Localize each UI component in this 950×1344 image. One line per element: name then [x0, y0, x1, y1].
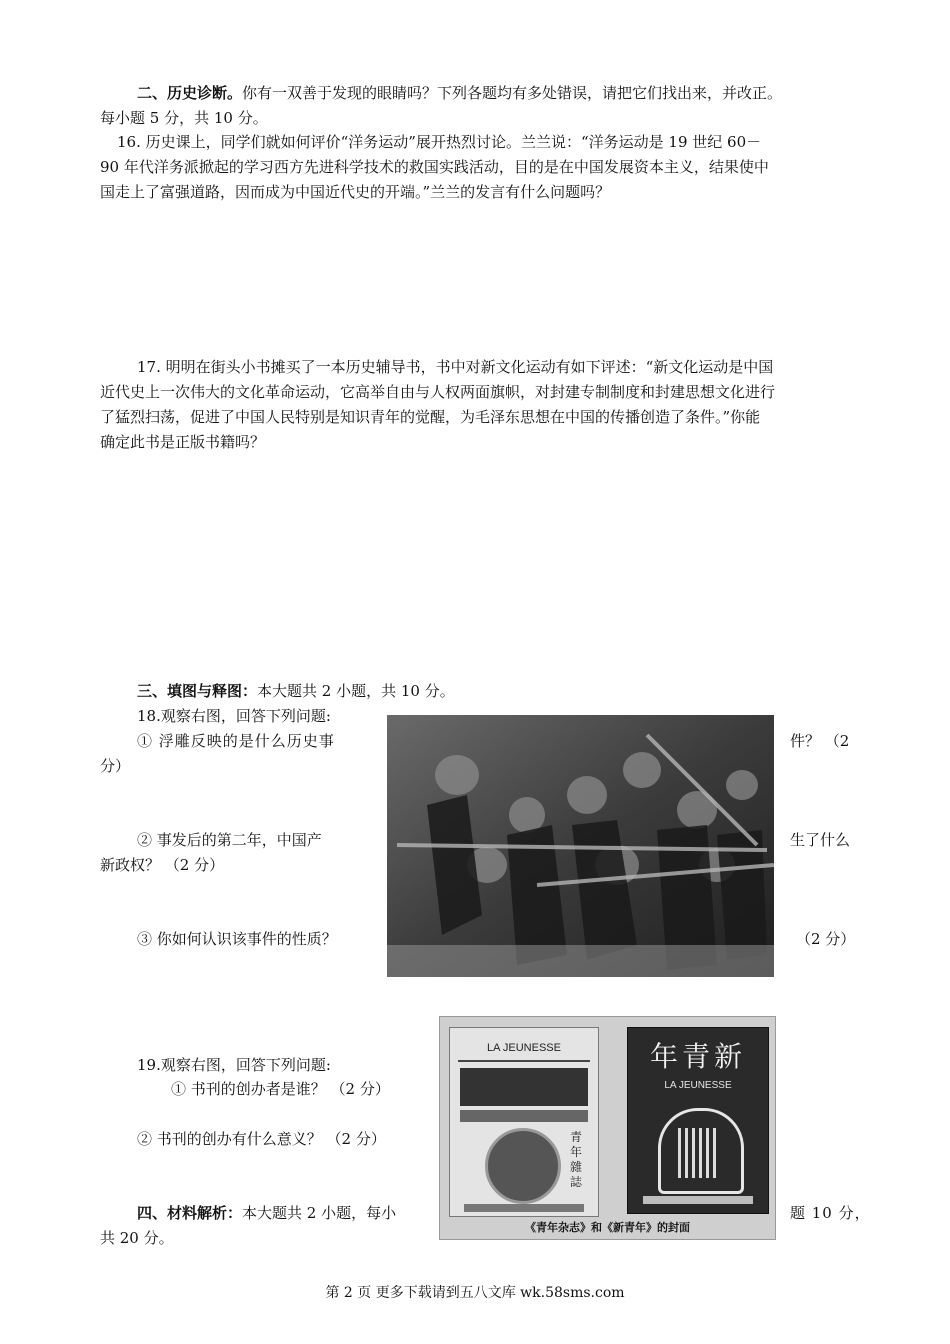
q17-line1: 17. 明明在街头小书摊买了一本历史辅导书，书中对新文化运动有如下评述：“新文化运动是中国 [137, 358, 774, 376]
q18-stem: 18.观察右图，回答下列问题: [137, 707, 331, 725]
section4-heading: 四、材料解析： [137, 1204, 243, 1222]
q16-line3: 国走上了富强道路，因而成为中国近代史的开端。”兰兰的发言有什么问题吗？ [100, 183, 611, 201]
xin-qingnian-cover [627, 1027, 769, 1214]
qingnian-zazhi-cover [449, 1027, 599, 1217]
q18-sub3-right: （2 分） [796, 930, 856, 948]
q17-line3: 了猛烈扫荡，促进了中国人民特别是知识青年的觉醒，为毛泽东思想在中国的传播创造了条件。”你能 [100, 408, 761, 426]
magazine-covers-image [439, 1016, 776, 1240]
q19-sub2: ② 书刊的创办有什么意义？ （2 分） [137, 1130, 386, 1148]
q18-sub2-left: ② 事发后的第二年，中国产 [137, 831, 322, 849]
section2-heading: 二、历史诊断。 [137, 84, 243, 102]
section4-intro: 四、材料解析：本大题共 2 小题，每小 [137, 1204, 397, 1222]
q18-sub1-left: ① 浮雕反映的是什么历史事 [137, 732, 335, 750]
q18-sub2-cont: 新政权？ （2 分） [100, 856, 225, 874]
q17-line2: 近代史上一次伟大的文化革命运动，它高举自由与人权两面旗帜，对封建专制制度和封建思想文化进行 [100, 383, 776, 401]
section3-heading: 三、填图与释图： [137, 682, 258, 700]
section2-intro-line2: 每小题 5 分，共 10 分。 [100, 109, 268, 127]
q19-sub1: ① 书刊的创办者是谁？ （2 分） [171, 1080, 390, 1098]
relief-sculpture-image [387, 715, 774, 977]
section3-intro: 三、填图与释图：本大题共 2 小题，共 10 分。 [137, 682, 455, 700]
q18-sub3-left: ③ 你如何认识该事件的性质？ [137, 930, 337, 948]
section4-intro-right: 题 10 分， [790, 1204, 871, 1222]
left-cover-title: LA JEUNESSE [487, 1042, 561, 1054]
section2-intro-line1: 二、历史诊断。你有一双善于发现的眼睛吗？下列各题均有多处错误，请把它们找出来，并改正。 [137, 84, 783, 102]
q18-sub2-right: 生了什么 [790, 831, 851, 849]
q18-sub1-right: 件？ （2 [790, 732, 850, 750]
right-cover-title-cn: 年青新 [649, 1040, 746, 1073]
q16-line2: 90 年代洋务派掀起的学习西方先进科学技术的救国实践活动，目的是在中国发展资本主义，结果使中 [100, 158, 769, 176]
q17-line4: 确定此书是正版书籍吗？ [100, 433, 266, 451]
page-footer: 第 2 页 更多下载请到五八文库 wk.58sms.com [325, 1285, 625, 1301]
right-cover-title-en: LA JEUNESSE [664, 1080, 732, 1091]
q19-stem: 19.观察右图，回答下列问题: [137, 1056, 331, 1074]
q16-line1: 16. 历史课上，同学们就如何评价“洋务运动”展开热烈讨论。兰兰说：“洋务运动是 19 世纪 60－ [117, 133, 762, 151]
covers-caption: 《青年杂志》和《新青年》的封面 [525, 1221, 690, 1234]
q18-sub1-cont: 分） [100, 757, 131, 775]
left-cover-side-text: 青年雜誌 [570, 1130, 583, 1189]
section4-intro-cont: 共 20 分。 [100, 1229, 174, 1247]
